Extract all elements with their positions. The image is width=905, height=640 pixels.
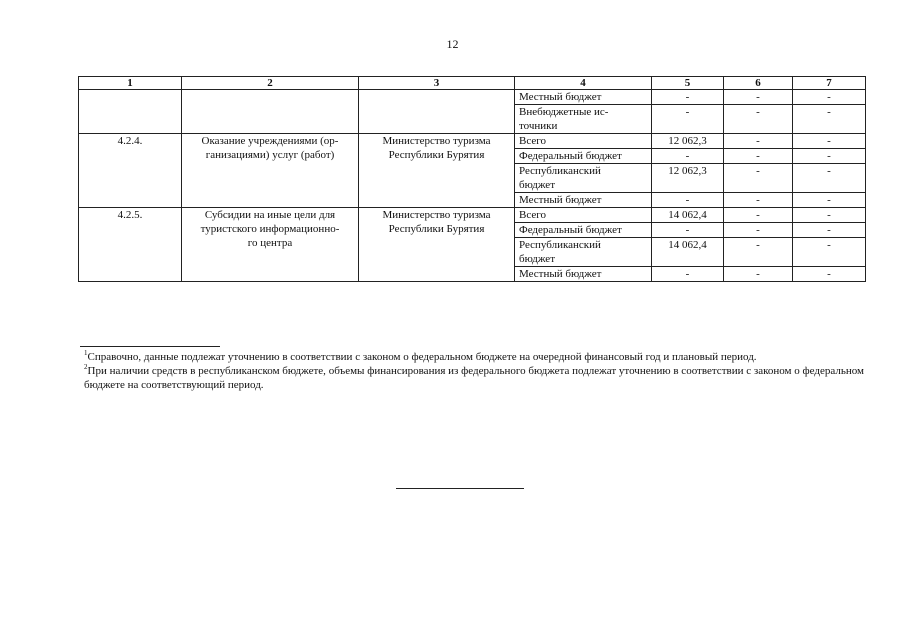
amount-col-7: - (793, 223, 866, 238)
footnotes (84, 350, 864, 392)
header-col-1: 1 (79, 77, 182, 90)
header-col-3: 3 (359, 77, 515, 90)
funding-source: Республиканский бюджет (515, 238, 652, 267)
amount-col-6: - (724, 90, 793, 105)
amount-col-5: 12 062,3 (652, 134, 724, 149)
amount-col-6: - (724, 149, 793, 164)
amount-col-6: - (724, 223, 793, 238)
funding-source: Республиканский бюджет (515, 164, 652, 193)
funding-source: Местный бюджет (515, 267, 652, 282)
item-code (79, 90, 182, 134)
amount-col-5: - (652, 90, 724, 105)
amount-col-6: - (724, 134, 793, 149)
amount-col-6: - (724, 164, 793, 193)
item-code: 4.2.5. (79, 208, 182, 282)
item-name: Оказание учреждениями (ор- ганизациями) услуг (работ) (182, 134, 359, 208)
amount-col-6: - (724, 193, 793, 208)
amount-col-5: 14 062,4 (652, 238, 724, 267)
amount-col-7: - (793, 149, 866, 164)
footnote-separator (80, 346, 220, 347)
amount-col-7: - (793, 90, 866, 105)
footnote-mark: 1 (84, 349, 88, 357)
item-executor (359, 90, 515, 134)
funding-source: Федеральный бюджет (515, 223, 652, 238)
amount-col-6: - (724, 208, 793, 223)
amount-col-6: - (724, 267, 793, 282)
header-row (79, 77, 866, 90)
funding-source: Всего (515, 208, 652, 223)
funding-source: Местный бюджет (515, 193, 652, 208)
header-col-5: 5 (652, 77, 724, 90)
funding-source: Местный бюджет (515, 90, 652, 105)
amount-col-7: - (793, 164, 866, 193)
amount-col-5: 12 062,3 (652, 164, 724, 193)
amount-col-7: - (793, 238, 866, 267)
table-row (79, 90, 866, 105)
page-number: 12 (446, 37, 459, 51)
amount-col-6: - (724, 105, 793, 134)
amount-col-5: - (652, 267, 724, 282)
amount-col-6: - (724, 238, 793, 267)
funding-source: Всего (515, 134, 652, 149)
footnote-text: Справочно, данные подлежат уточнению в соответствии с законом о федеральном бюджете на очередной финансовый год и плановый период. (87, 351, 757, 363)
table-row (79, 208, 866, 223)
amount-col-7: - (793, 208, 866, 223)
item-executor: Министерство туризма Республики Бурятия (359, 208, 515, 282)
footnote-mark: 2 (84, 363, 88, 371)
amount-col-7: - (793, 193, 866, 208)
footnote-2 (84, 364, 864, 392)
amount-col-5: - (652, 193, 724, 208)
funding-source: Федеральный бюджет (515, 149, 652, 164)
table-row (79, 134, 866, 149)
item-executor: Министерство туризма Республики Бурятия (359, 134, 515, 208)
footnote-1 (84, 350, 864, 364)
amount-col-7: - (793, 105, 866, 134)
amount-col-5: - (652, 223, 724, 238)
financing-table (78, 76, 866, 282)
item-name (182, 90, 359, 134)
header-col-4: 4 (515, 77, 652, 90)
table-body (79, 90, 866, 282)
item-code: 4.2.4. (79, 134, 182, 208)
header-col-7: 7 (793, 77, 866, 90)
footnote-text: При наличии средств в республиканском бюджете, объемы финансирования из федерального бюджета подлежат уточнению в соответствии с законом о федеральном бюджете на соответствующий период. (84, 365, 864, 391)
item-name: Субсидии на иные цели для туристского информационно- го центра (182, 208, 359, 282)
header-col-6: 6 (724, 77, 793, 90)
end-of-document-line (396, 488, 524, 489)
amount-col-7: - (793, 134, 866, 149)
amount-col-7: - (793, 267, 866, 282)
amount-col-5: 14 062,4 (652, 208, 724, 223)
header-col-2: 2 (182, 77, 359, 90)
amount-col-5: - (652, 105, 724, 134)
funding-source: Внебюджетные ис- точники (515, 105, 652, 134)
amount-col-5: - (652, 149, 724, 164)
